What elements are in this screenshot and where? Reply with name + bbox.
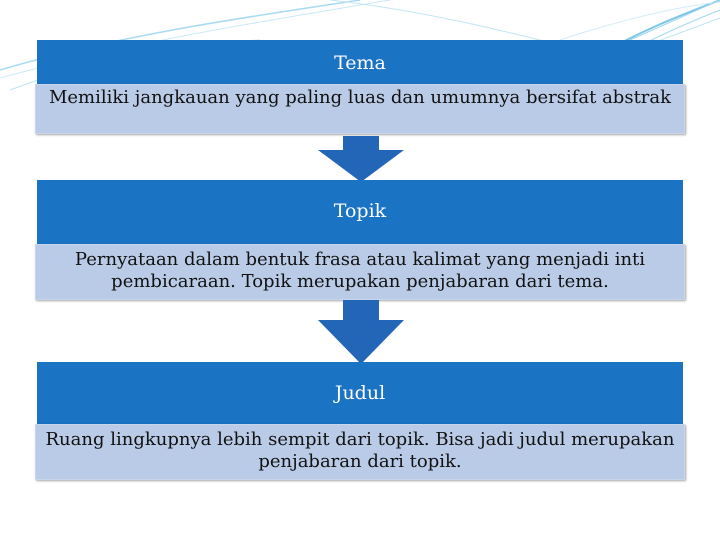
topik-title: Topik [333, 200, 387, 222]
judul-description: Ruang lingkupnya lebih sempit dari topik. Bisa jadi judul merupakan penjabaran dari topik. [35, 424, 685, 480]
topik-header [37, 180, 683, 244]
tema-header [37, 40, 683, 84]
tema-description: Memiliki jangkauan yang paling luas dan umumnya bersifat abstrak [35, 84, 685, 134]
down-arrow-icon [318, 300, 404, 364]
judul-header [37, 362, 683, 424]
judul-title: Judul [334, 382, 386, 404]
down-arrow-icon [318, 136, 404, 182]
tema-title: Tema [334, 52, 386, 74]
topik-description: Pernyataan dalam bentuk frasa atau kalimat yang menjadi inti pembicaraan. Topik merupakan penjabaran dari tema. [35, 244, 685, 300]
